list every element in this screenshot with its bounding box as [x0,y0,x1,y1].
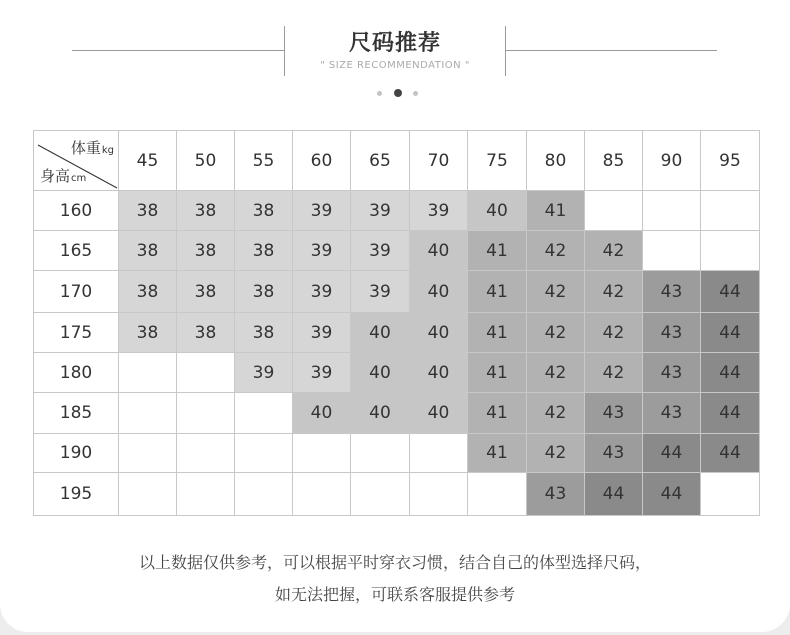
size-cell: 39 [351,191,410,231]
size-cell: 44 [585,473,643,516]
empty-cell [293,434,351,473]
table-row [34,313,760,353]
size-cell: 41 [527,191,585,231]
size-cell: 41 [468,434,527,473]
size-cell: 43 [643,353,701,393]
weight-header-cell: 75 [468,131,527,191]
size-cell: 38 [119,191,177,231]
size-cell: 40 [468,191,527,231]
empty-cell [351,473,410,516]
height-label-text: 身高 [40,167,71,185]
size-cell: 40 [351,313,410,353]
height-header-cell: 165 [34,231,119,271]
size-cell: 39 [293,191,351,231]
size-cell: 39 [410,191,468,231]
size-cell: 42 [527,434,585,473]
size-cell: 42 [527,271,585,313]
size-cell: 39 [293,231,351,271]
empty-cell [177,434,235,473]
size-cell: 38 [235,313,293,353]
table-row [34,271,760,313]
size-cell: 38 [177,191,235,231]
empty-cell [119,353,177,393]
size-cell: 42 [585,313,643,353]
size-cell: 39 [235,353,293,393]
empty-cell [119,393,177,434]
size-cell: 40 [351,393,410,434]
size-cell: 43 [585,434,643,473]
empty-cell [701,231,760,271]
empty-cell [410,473,468,516]
size-cell: 40 [410,271,468,313]
weight-header-cell: 60 [293,131,351,191]
table-row [34,191,760,231]
size-cell: 38 [235,191,293,231]
size-cell: 39 [293,353,351,393]
weight-header-cell: 95 [701,131,760,191]
table-row [34,393,760,434]
size-cell: 44 [701,393,760,434]
empty-cell [585,191,643,231]
empty-cell [119,434,177,473]
page-subtitle: " SIZE RECOMMENDATION " [320,60,470,71]
size-cell: 38 [177,271,235,313]
size-cell: 42 [527,353,585,393]
empty-cell [177,393,235,434]
weight-header-cell: 90 [643,131,701,191]
size-cell: 41 [468,353,527,393]
size-cell: 40 [351,353,410,393]
size-cell: 44 [701,313,760,353]
height-header-cell: 195 [34,473,119,516]
weight-header-cell: 65 [351,131,410,191]
size-cell: 44 [701,271,760,313]
size-cell: 42 [585,353,643,393]
height-header-cell: 190 [34,434,119,473]
size-cell: 38 [177,231,235,271]
size-cell: 40 [410,313,468,353]
size-cell: 42 [527,393,585,434]
empty-cell [410,434,468,473]
size-cell: 38 [235,271,293,313]
empty-cell [351,434,410,473]
size-cell: 41 [468,231,527,271]
weight-header-cell: 80 [527,131,585,191]
size-cell: 38 [119,313,177,353]
height-header-cell: 175 [34,313,119,353]
size-cell: 39 [293,313,351,353]
size-table [33,130,760,516]
height-header-cell: 180 [34,353,119,393]
size-cell: 43 [585,393,643,434]
size-cell: 42 [527,313,585,353]
height-unit: cm [71,173,87,184]
corner-cell [34,131,119,191]
size-cell: 43 [643,393,701,434]
empty-cell [177,473,235,516]
table-row [34,231,760,271]
size-cell: 39 [351,231,410,271]
size-cell: 38 [119,271,177,313]
size-cell: 41 [468,271,527,313]
weight-header-cell: 45 [119,131,177,191]
size-cell: 43 [643,271,701,313]
empty-cell [643,191,701,231]
size-cell: 41 [468,393,527,434]
header-row [34,131,760,191]
weight-header-cell: 70 [410,131,468,191]
height-header-cell: 160 [34,191,119,231]
height-header-cell: 185 [34,393,119,434]
size-cell: 44 [643,473,701,516]
size-cell: 40 [410,393,468,434]
size-cell: 44 [701,434,760,473]
size-cell: 38 [235,231,293,271]
size-cell: 41 [468,313,527,353]
weight-unit: kg [101,145,114,156]
size-cell: 43 [643,313,701,353]
empty-cell [177,353,235,393]
empty-cell [235,393,293,434]
empty-cell [235,473,293,516]
empty-cell [293,473,351,516]
pager-dot-active [394,89,402,97]
size-cell: 43 [527,473,585,516]
size-cell: 38 [177,313,235,353]
footer-note-line2: 如无法把握，可联系客服提供参考 [274,585,515,604]
empty-cell [235,434,293,473]
size-cell: 40 [410,231,468,271]
footer-note-line1: 以上数据仅供参考，可以根据平时穿衣习惯，结合自己的体型选择尺码， [138,553,651,572]
size-cell: 39 [293,271,351,313]
table-row [34,473,760,516]
height-header-cell: 170 [34,271,119,313]
size-cell: 44 [701,353,760,393]
weight-header-cell: 55 [235,131,293,191]
empty-cell [701,191,760,231]
weight-label-text: 体重 [70,139,101,157]
size-cell: 40 [293,393,351,434]
empty-cell [643,231,701,271]
pager-dot [377,91,382,96]
empty-cell [701,473,760,516]
page-title: 尺码推荐 [348,31,441,56]
weight-header-cell: 85 [585,131,643,191]
table-row [34,434,760,473]
weight-header-cell: 50 [177,131,235,191]
size-cell: 44 [643,434,701,473]
size-cell: 40 [410,353,468,393]
empty-cell [468,473,527,516]
weight-label [71,137,114,158]
empty-cell [119,473,177,516]
table-row [34,353,760,393]
size-cell: 38 [119,231,177,271]
size-cell: 39 [351,271,410,313]
height-label [40,165,86,186]
size-cell: 42 [585,271,643,313]
size-cell: 42 [527,231,585,271]
size-cell: 42 [585,231,643,271]
pager-dot [413,91,418,96]
